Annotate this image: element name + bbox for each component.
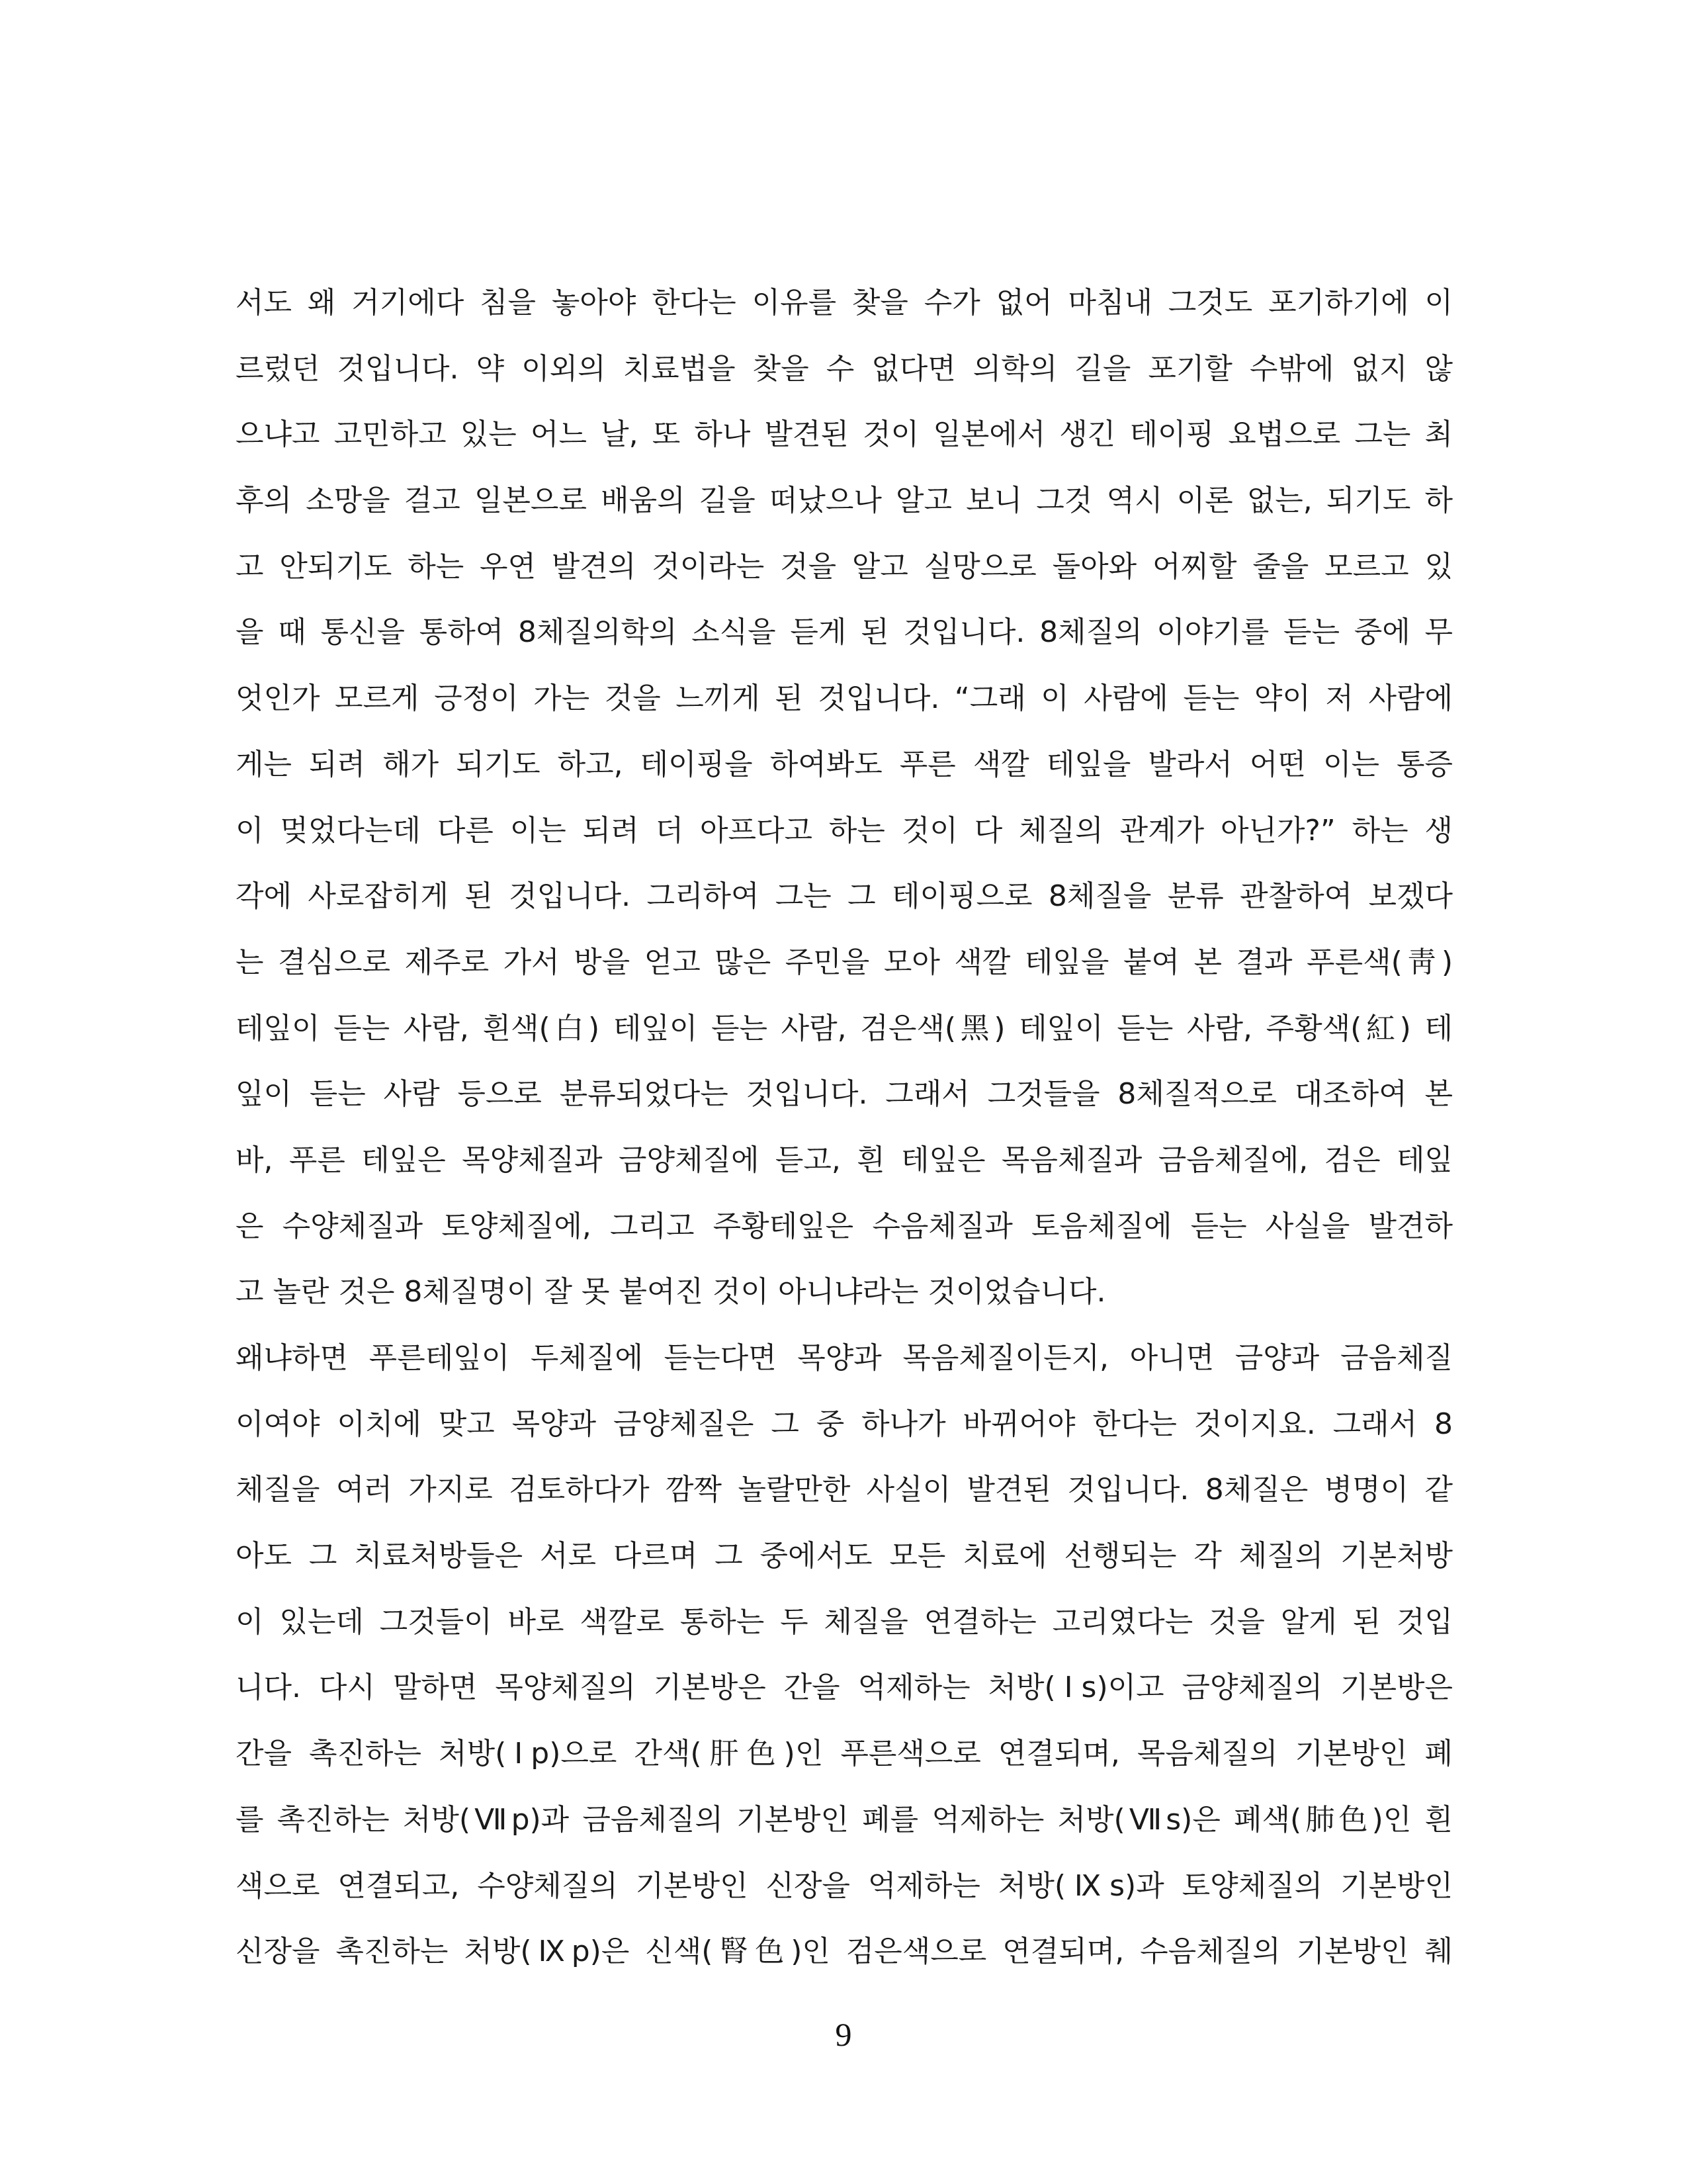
text-line: 을 때 통신을 통하여 8체질의학의 소식을 듣게 된 것입니다. 8체질의 이야기를 듣는 중에 무 [236, 615, 1453, 650]
paragraph-end-line: 고 놀란 것은 8체질명이 잘 못 붙여진 것이 아니냐라는 것이었습니다. [236, 1275, 1106, 1309]
text-line: 게는 되려 해가 되기도 하고, 테이핑을 하여봐도 푸른 색깔 테잎을 발라서 어떤 이는 통증 [236, 747, 1453, 781]
text-line: 는 결심으로 제주로 가서 방을 얻고 많은 주민을 모아 색깔 테잎을 붙여 본 결과 푸른색(靑) [236, 945, 1453, 979]
text-line: 잎이 듣는 사람 등으로 분류되었다는 것입니다. 그래서 그것들을 8체질적으로 대조하여 본 [236, 1077, 1453, 1112]
text-line: 왜냐하면 푸른테잎이 두체질에 듣는다면 목양과 목음체질이든지, 아니면 금양과 금음체질 [236, 1341, 1453, 1375]
body-text [236, 270, 1453, 1985]
text-line: 간을 촉진하는 처방(Ⅰp)으로 간색(肝色)인 푸른색으로 연결되며, 목음체질의 기본방인 폐 [236, 1737, 1453, 1771]
text-line: 서도 왜 거기에다 침을 놓아야 한다는 이유를 찾을 수가 없어 마침내 그것도 포기하기에 이 [236, 286, 1453, 320]
page-number: 9 [835, 2016, 852, 2053]
text-line: 으냐고 고민하고 있는 어느 날, 또 하나 발견된 것이 일본에서 생긴 테이핑 요법으로 그는 최 [236, 417, 1453, 452]
text-line: 아도 그 치료처방들은 서로 다르며 그 중에서도 모든 치료에 선행되는 각 체질의 기본처방 [236, 1539, 1453, 1573]
text-line: 니다. 다시 말하면 목양체질의 기본방은 간을 억제하는 처방(Ⅰs)이고 금양체질의 기본방은 [236, 1671, 1453, 1705]
text-line: 바, 푸른 테잎은 목양체질과 금양체질에 듣고, 흰 테잎은 목음체질과 금음체질에, 검은 테잎 [236, 1143, 1453, 1177]
text-line: 이 멎었다는데 다른 이는 되려 더 아프다고 하는 것이 다 체질의 관계가 아닌가?” 하는 생 [236, 813, 1453, 848]
text-line: 각에 사로잡히게 된 것입니다. 그리하여 그는 그 테이핑으로 8체질을 분류 관찰하여 보겠다 [236, 879, 1453, 914]
text-line: 색으로 연결되고, 수양체질의 기본방인 신장을 억제하는 처방(Ⅸs)과 토양체질의 기본방인 [236, 1868, 1453, 1903]
text-line: 엇인가 모르게 긍정이 가는 것을 느끼게 된 것입니다. “그래 이 사람에 듣는 약이 저 사람에 [236, 681, 1453, 716]
text-line: 신장을 촉진하는 처방(Ⅸp)은 신색(腎色)인 검은색으로 연결되며, 수음체질의 기본방인 췌 [236, 1935, 1453, 1969]
text-line: 를 촉진하는 처방(Ⅶp)과 금음체질의 기본방인 폐를 억제하는 처방(Ⅶs)은 폐색(肺色)인 흰 [236, 1802, 1453, 1837]
text-line: 이 있는데 그것들이 바로 색깔로 통하는 두 체질을 연결하는 고리였다는 것을 알게 된 것입 [236, 1604, 1453, 1639]
text-line: 체질을 여러 가지로 검토하다가 깜짝 놀랄만한 사실이 발견된 것입니다. 8체질은 병명이 같 [236, 1473, 1453, 1507]
text-line: 테잎이 듣는 사람, 흰색(白) 테잎이 듣는 사람, 검은색(黑) 테잎이 듣는 사람, 주황색(紅) 테 [236, 1011, 1453, 1045]
text-line: 이여야 이치에 맞고 목양과 금양체질은 그 중 하나가 바뀌어야 한다는 것이지요. 그래서 8 [236, 1407, 1453, 1441]
text-line: 르렀던 것입니다. 약 이외의 치료법을 찾을 수 없다면 의학의 길을 포기할 수밖에 없지 않 [236, 351, 1453, 386]
text-line: 후의 소망을 걸고 일본으로 배움의 길을 떠났으나 알고 보니 그것 역시 이론 없는, 되기도 하 [236, 484, 1453, 518]
text-line: 은 수양체질과 토양체질에, 그리고 주황테잎은 수음체질과 토음체질에 듣는 사실을 발견하 [236, 1209, 1453, 1243]
text-line: 고 안되기도 하는 우연 발견의 것이라는 것을 알고 실망으로 돌아와 어찌할 줄을 모르고 있 [236, 549, 1453, 584]
